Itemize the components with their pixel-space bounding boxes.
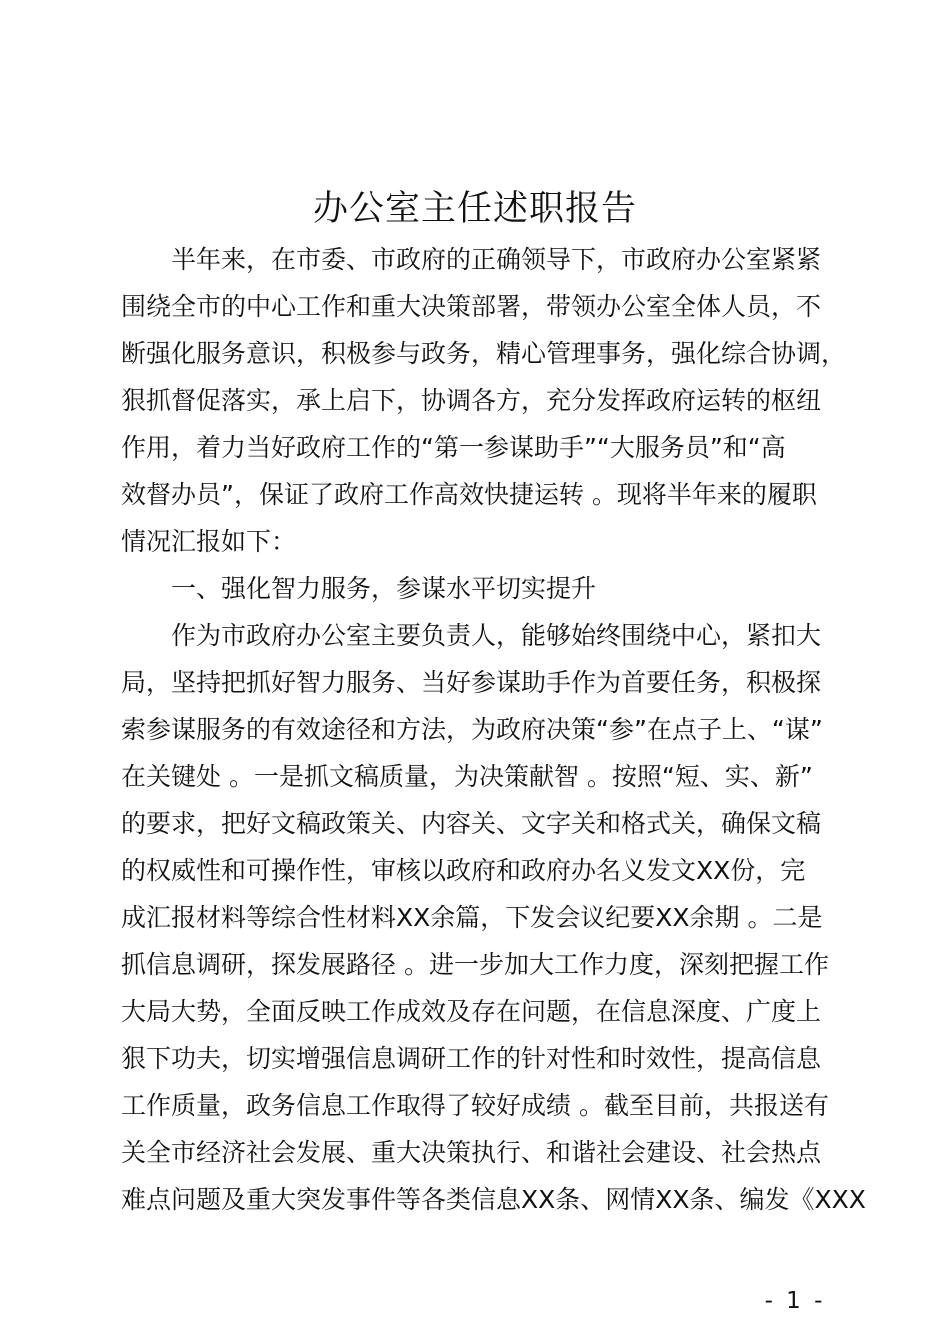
body-line: 关全市经济社会发展、重大决策执行、和谐社会建设、社会热点 [121,1138,822,1167]
body-line: 大局大势，全面反映工作成效及存在问题，在信息深度、广度上 [121,997,822,1026]
body-line: 的权威性和可操作性，审核以政府和政府办名义发文XX份，完 [121,856,806,885]
body-line: 索参谋服务的有效途径和方法，为政府决策“参”在点子上、“谋” [121,715,823,744]
body-line: 效督办员”，保证了政府工作高效快捷运转 。现将半年来的履职 [121,480,817,509]
body-line: 的要求，把好文稿政策关、内容关、文字关和格式关，确保文稿 [121,809,822,838]
body-line: 半年来，在市委、市政府的正确领导下，市政府办公室紧紧 [121,245,822,274]
body-line: 工作质量，政务信息工作取得了较好成绩 。截至目前，共报送有 [121,1091,829,1120]
body-line: 抓信息调研，探发展路径 。进一步加大工作力度，深刻把握工作 [121,950,829,979]
body-line: 难点问题及重大突发事件等各类信息XX条、网情XX条、编发《XXX [121,1185,866,1214]
body-line: 在关键处 。一是抓文稿质量，为决策献智 。按照“短、实、新” [121,762,813,791]
body-line: 成汇报材料等综合性材料XX余篇，下发会议纪要XX余期 。二是 [121,903,823,932]
document-title: 办公室主任述职报告 [312,189,637,229]
body-line: 狠下功夫，切实增强信息调研工作的针对性和时效性，提高信息 [121,1044,822,1073]
body-line: 作为市政府办公室主要负责人，能够始终围绕中心，紧扣大 [121,621,822,650]
body-line: 断强化服务意识，积极参与政务，精心管理事务，强化综合协调， [121,339,847,368]
body-line: 作用，着力当好政府工作的“第一参谋助手”“大服务员”和“高 [121,433,786,462]
body-line: 狠抓督促落实，承上启下，协调各方，充分发挥政府运转的枢纽 [121,386,822,415]
body-line: 围绕全市的中心工作和重大决策部署，带领办公室全体人员，不 [121,292,822,321]
body-line: 情况汇报如下： [121,527,297,556]
body-line: 局，坚持把抓好智力服务、当好参谋助手作为首要任务，积极探 [121,668,822,697]
page-number: - 1 - [764,1288,826,1314]
section-heading: 一、强化智力服务，参谋水平切实提升 [121,574,597,603]
